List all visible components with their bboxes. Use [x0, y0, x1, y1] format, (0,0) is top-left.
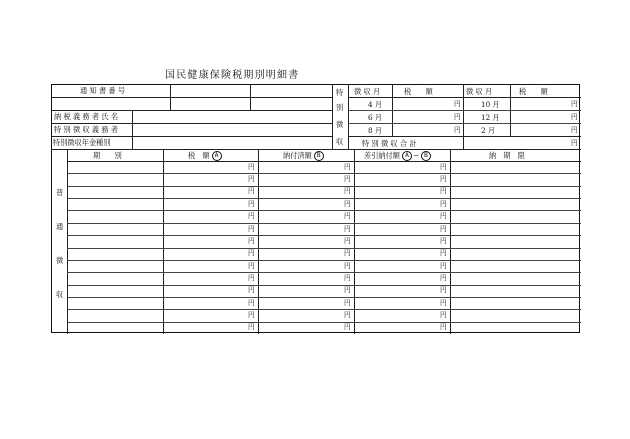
ordinary-side-char: 普: [56, 188, 64, 197]
row-divider: [67, 223, 581, 224]
divider: [258, 149, 259, 334]
yen-mark: 円: [344, 199, 351, 208]
yen-mark: 円: [440, 286, 447, 295]
special-month-cell: 10 月: [481, 100, 500, 109]
yen-mark: 円: [344, 311, 351, 319]
yen-mark: 円: [440, 298, 447, 307]
yen-mark: 円: [248, 261, 255, 270]
tax-detail-form: [51, 84, 580, 333]
yen-mark: 円: [344, 298, 351, 307]
yen-mark: 円: [248, 311, 255, 319]
row-divider: [67, 186, 581, 187]
ordinary-side-char: 徴: [56, 256, 64, 265]
yen-mark: 円: [440, 224, 447, 233]
mark-a-icon: A: [402, 151, 412, 161]
yen-mark: 円: [440, 187, 447, 196]
special-month-header: 徴 収 月: [466, 87, 493, 96]
document-title: 国民健康保険税期別明細書: [165, 70, 300, 81]
ordinary-side-char: 通: [56, 222, 64, 231]
yen-mark: 円: [248, 236, 255, 245]
divider: [52, 110, 332, 111]
yen-mark: 円: [248, 249, 255, 258]
yen-mark: 円: [344, 323, 351, 332]
due-date-header: 納 期 限: [489, 151, 525, 160]
divider: [348, 85, 349, 149]
divider: [354, 149, 355, 334]
ordinary-side-char: 収: [56, 290, 64, 299]
yen-mark: 円: [440, 273, 447, 282]
yen-mark: 円: [454, 100, 461, 108]
special-obligor-label: 特 別 徴 収 義 務 者: [54, 125, 119, 134]
special-side-char: 収: [336, 137, 344, 146]
pension-type-label: 特別徴収年金種別: [53, 138, 111, 147]
special-total-label: 特 別 徴 収 合 計: [362, 139, 417, 148]
special-month-cell: 8 月: [368, 126, 383, 135]
mark-b-icon: B: [421, 151, 431, 161]
yen-mark: 円: [248, 187, 255, 196]
yen-mark: 円: [440, 199, 447, 208]
row-divider: [67, 235, 581, 236]
minus-sign: −: [412, 151, 419, 160]
yen-mark: 円: [344, 286, 351, 295]
yen-mark: 円: [248, 298, 255, 307]
diff-amount-header: [364, 151, 431, 161]
divider: [463, 85, 464, 149]
yen-mark: 円: [248, 273, 255, 282]
tax-amount-header: [188, 151, 222, 161]
mark-a-icon: A: [212, 151, 222, 161]
yen-mark: 円: [571, 139, 578, 147]
special-side-char: 徴: [336, 120, 344, 129]
row-divider: [67, 297, 581, 298]
paid-amount-label: 納付済額: [283, 151, 312, 160]
row-divider: [67, 272, 581, 273]
yen-mark: 円: [440, 236, 447, 245]
row-divider: [67, 285, 581, 286]
divider: [132, 110, 133, 149]
yen-mark: 円: [344, 212, 351, 221]
special-month-cell: 6 月: [368, 113, 383, 122]
special-month-cell: 4 月: [368, 100, 383, 109]
yen-mark: 円: [344, 175, 351, 183]
yen-mark: 円: [454, 126, 461, 134]
period-header: 期 別: [93, 151, 122, 160]
divider: [67, 161, 581, 162]
yen-mark: 円: [571, 113, 578, 121]
yen-mark: 円: [248, 162, 255, 171]
special-month-header: 徴 収 月: [354, 87, 381, 96]
yen-mark: 円: [440, 323, 447, 332]
yen-mark: 円: [248, 224, 255, 233]
special-month-cell: 2 月: [481, 126, 496, 135]
row-divider: [67, 173, 581, 174]
yen-mark: 円: [248, 212, 255, 221]
special-tax-header: 税 額: [404, 87, 433, 96]
yen-mark: 円: [248, 199, 255, 208]
special-month-cell: 12 月: [481, 113, 500, 122]
row-divider: [67, 309, 581, 310]
divider: [67, 149, 68, 334]
yen-mark: 円: [344, 224, 351, 233]
yen-mark: 円: [344, 162, 351, 171]
divider: [52, 123, 332, 124]
divider: [450, 149, 451, 334]
yen-mark: 円: [440, 175, 447, 183]
paid-amount-header: [283, 151, 324, 161]
yen-mark: 円: [571, 100, 578, 108]
yen-mark: 円: [248, 323, 255, 332]
yen-mark: 円: [440, 311, 447, 319]
yen-mark: 円: [344, 236, 351, 245]
yen-mark: 円: [344, 187, 351, 196]
special-side-char: 特: [336, 88, 344, 97]
yen-mark: 円: [571, 126, 578, 134]
tax-amount-label: 税 額: [188, 151, 210, 160]
row-divider: [67, 260, 581, 261]
yen-mark: 円: [440, 261, 447, 270]
divider: [52, 136, 332, 137]
yen-mark: 円: [248, 175, 255, 183]
yen-mark: 円: [248, 286, 255, 295]
row-divider: [67, 322, 581, 323]
yen-mark: 円: [440, 249, 447, 258]
row-divider: [67, 248, 581, 249]
yen-mark: 円: [344, 261, 351, 270]
mark-b-icon: B: [314, 151, 324, 161]
yen-mark: 円: [344, 273, 351, 282]
divider: [332, 85, 333, 149]
divider: [52, 149, 581, 150]
yen-mark: 円: [454, 113, 461, 121]
row-divider: [67, 198, 581, 199]
divider: [348, 97, 581, 98]
divider: [52, 97, 332, 98]
divider: [163, 149, 164, 334]
notice-number-label: 通 知 書 番 号: [80, 86, 126, 95]
yen-mark: 円: [440, 162, 447, 171]
special-tax-header: 税 額: [519, 87, 548, 96]
row-divider: [67, 210, 581, 211]
divider: [348, 123, 581, 124]
yen-mark: 円: [440, 212, 447, 221]
divider: [348, 136, 581, 137]
diff-amount-label: 差引納付額: [364, 151, 400, 160]
divider: [348, 110, 581, 111]
yen-mark: 円: [344, 249, 351, 258]
special-side-char: 別: [336, 103, 344, 112]
taxpayer-name-label: 納 税 義 務 者 氏 名: [54, 112, 119, 121]
